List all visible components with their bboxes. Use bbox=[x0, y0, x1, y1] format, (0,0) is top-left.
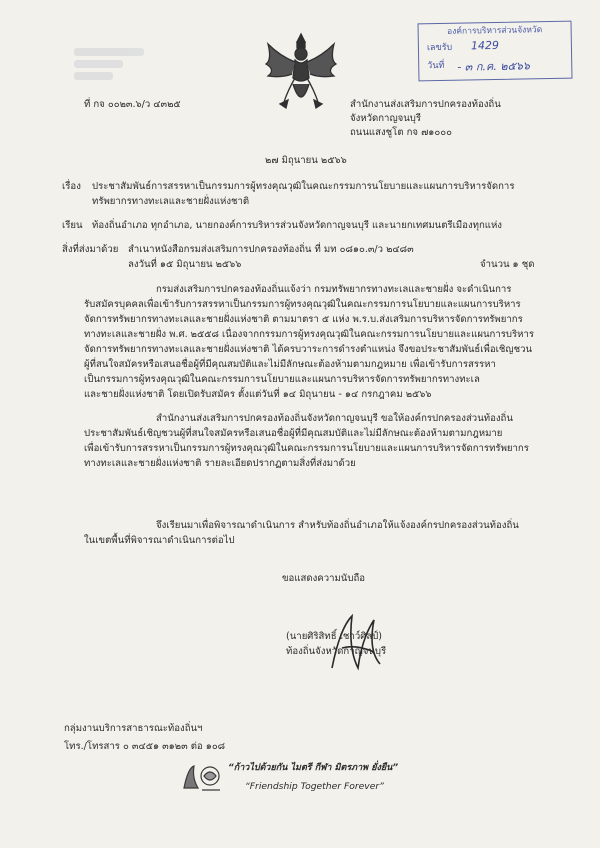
receipt-stamp bbox=[418, 21, 573, 82]
recipient-text: ท้องถิ่นอำเภอ ทุกอำเภอ, นายกองค์การบริหารส่วนจังหวัดกาญจนบุรี และนายกเทศมนตรีเมืองทุกแห่ง bbox=[92, 220, 502, 231]
body-p1-line: เป็นกรรมการผู้ทรงคุณวุฒิในคณะกรรมการนโยบายและแผนการบริหารจัดการทรัพยากรทางทะเล bbox=[84, 374, 480, 385]
faint-handwriting bbox=[74, 44, 144, 84]
body-p1-line: กรมส่งเสริมการปกครองท้องถิ่นแจ้งว่า กรมทรัพยากรทางทะเลและชายฝั่ง จะดำเนินการ bbox=[156, 284, 512, 295]
body-p1-line: รับสมัครบุคคลเพื่อเข้ารับการสรรหาเป็นกรรมการผู้ทรงคุณวุฒิในคณะกรรมการนโยบายและแผนการบริหาร bbox=[84, 299, 521, 310]
body-p1-line: ผู้ที่สนใจสมัครหรือเสนอชื่อผู้ที่มีคุณสมบัติและไม่มีลักษณะต้องห้ามตามกฎหมาย เพื่อเข้ารับการสรรหา bbox=[84, 359, 496, 370]
recipient-label: เรียน bbox=[62, 220, 83, 231]
garuda-emblem-icon bbox=[262, 30, 340, 112]
sender-address: ถนนแสงชูโต กจ ๗๑๐๐๐ bbox=[350, 127, 452, 138]
body-p2-line: เพื่อเข้ารับการสรรหาเป็นกรรมการผู้ทรงคุณวุฒิในคณะกรรมการนโยบายและแผนการบริหารจัดการทรัพยากร bbox=[84, 443, 529, 454]
closing-salutation: ขอแสดงความนับถือ bbox=[282, 573, 366, 584]
signatory-position: ท้องถิ่นจังหวัดกาญจนบุรี bbox=[286, 646, 387, 657]
stamp-receipt-no: 1429 bbox=[470, 38, 500, 53]
body-p2-line: ทางทะเลและชายฝั่งแห่งชาติ รายละเอียดปรากฏตามสิ่งที่ส่งมาด้วย bbox=[84, 458, 356, 469]
enclosure-line: สำเนาหนังสือกรมส่งเสริมการปกครองท้องถิ่น ที่ มท ๐๘๑๐.๓/ว ๒๔๘๓ bbox=[128, 244, 414, 255]
reference-number: ที่ กจ ๐๐๒๓.๖/ว ๔๓๒๕ bbox=[84, 99, 181, 110]
footer-slogan-th: “ก้าวไปด้วยกัน ไมตรี กีฬา มิตรภาพ ยั่งยืน” bbox=[228, 763, 399, 773]
footer-slogan-en: “Friendship Together Forever” bbox=[245, 781, 384, 792]
subject-line: ประชาสัมพันธ์การสรรหาเป็นกรรมการผู้ทรงคุณวุฒิในคณะกรรมการนโยบายและแผนการบริหารจัดการ bbox=[92, 181, 515, 192]
body-p1-line: และชายฝั่งแห่งชาติ โดยเปิดรับสมัคร ตั้งแต่วันที่ ๑๔ มิถุนายน - ๑๔ กรกฎาคม ๒๕๖๖ bbox=[84, 389, 432, 400]
body-p1-line: ทางทะเลและชายฝั่ง พ.ศ. ๒๕๕๘ เนื่องจากกรรมการผู้ทรงคุณวุฒิในคณะกรรมการนโยบายและแผนการบริหาร bbox=[84, 329, 534, 340]
stamp-date-value: - ๓ ก.ค. ๒๕๖๖ bbox=[457, 59, 530, 74]
body-p3-line: ในเขตพื้นที่พิจารณาดำเนินการต่อไป bbox=[84, 535, 235, 546]
body-p2-line: สำนักงานส่งเสริมการปกครองท้องถิ่นจังหวัดกาญจนบุรี ขอให้องค์กรปกครองส่วนท้องถิ่น bbox=[156, 413, 513, 424]
event-logos-icon bbox=[180, 762, 222, 794]
subject-label: เรื่อง bbox=[62, 181, 81, 192]
footer-division: กลุ่มงานบริการสาธารณะท้องถิ่นฯ bbox=[64, 723, 203, 734]
stamp-title: องค์การบริหารส่วนจังหวัด bbox=[446, 25, 543, 37]
body-p3-line: จึงเรียนมาเพื่อพิจารณาดำเนินการ สำหรับท้องถิ่นอำเภอให้แจ้งองค์กรปกครองส่วนท้องถิ่น bbox=[156, 520, 519, 531]
sender-province: จังหวัดกาญจนบุรี bbox=[350, 113, 422, 124]
signature-icon bbox=[322, 608, 392, 678]
document-date: ๒๗ มิถุนายน ๒๕๖๖ bbox=[265, 155, 347, 166]
sender-office: สำนักงานส่งเสริมการปกครองท้องถิ่น bbox=[350, 99, 501, 110]
enclosure-quantity: จำนวน ๑ ชุด bbox=[480, 259, 535, 270]
enclosure-date: ลงวันที่ ๑๕ มิถุนายน ๒๕๖๖ bbox=[128, 259, 242, 270]
subject-line: ทรัพยากรทางทะเลและชายฝั่งแห่งชาติ bbox=[92, 196, 250, 207]
signatory-name: (นายศิริสิทธิ์ เชาว์ศิลป์) bbox=[286, 631, 383, 642]
footer-phone: โทร./โทรสาร ๐ ๓๔๕๑ ๓๑๒๓ ต่อ ๑๐๘ bbox=[64, 741, 226, 752]
body-p1-line: จัดการทรัพยากรทางทะเลและชายฝั่งแห่งชาติ ได้ครบวาระการดำรงตำแหน่ง จึงขอประชาสัมพันธ์เพื่อเชิญชวน bbox=[84, 344, 533, 355]
enclosure-label: สิ่งที่ส่งมาด้วย bbox=[62, 244, 119, 255]
body-p2-line: ประชาสัมพันธ์เชิญชวนผู้ที่สนใจสมัครหรือเสนอชื่อผู้ที่มีคุณสมบัติและไม่มีลักษณะต้องห้ามตามกฎหมาย bbox=[84, 428, 503, 439]
body-p1-line: จัดการทรัพยากรทางทะเลและชายฝั่งแห่งชาติ ตามมาตรา ๕ แห่ง พ.ร.บ.ส่งเสริมการบริหารจัดการทรัพยากร bbox=[84, 314, 523, 325]
stamp-date-label: วันที่ bbox=[427, 60, 445, 72]
stamp-receipt-label: เลขรับ bbox=[426, 42, 453, 54]
